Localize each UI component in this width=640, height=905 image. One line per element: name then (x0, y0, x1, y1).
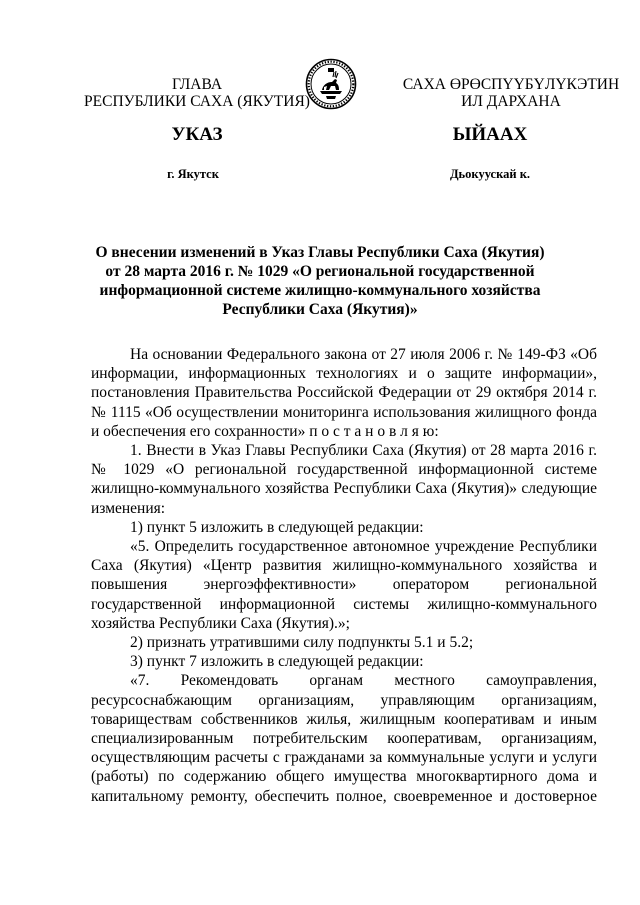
document-type-russian: УКАЗ (171, 124, 223, 145)
issuer-region-line: РЕСПУБЛИКИ САХА (ЯКУТИЯ) (84, 93, 310, 110)
document-body (91, 345, 597, 806)
title-line: от 28 марта 2016 г. № 1029 «О региональной государственной (105, 263, 535, 280)
issuer-title-line-sakha: ИЛ ДАРХАНА (461, 93, 561, 110)
place-of-issue-sakha: Дьокуускай к. (449, 167, 531, 181)
body-paragraph: 2) признать утратившими силу подпункты 5.1 и 5.2; (130, 634, 474, 652)
issuer-block-sakha (388, 76, 634, 110)
issuer-title-line: ГЛАВА (171, 76, 223, 93)
title-line: Республики Саха (Якутия)» (222, 301, 418, 318)
coat-of-arms-icon (305, 58, 357, 110)
issuer-block-russian (62, 76, 332, 110)
body-paragraph: «5. Определить государственное автономное учреждение Республики Саха (Якутия) «Центр развития жилищно-коммунального хозяйства и повышения энергоэффективности» оператором региональной государственной информационной системы жилищно-коммунального хозяйства Республики Саха (Якутия).»; (91, 538, 597, 632)
title-line: информационной системе жилищно-коммунального хозяйства (99, 282, 541, 299)
document-title (90, 243, 550, 319)
body-paragraph: 1) пункт 5 изложить в следующей редакции: (130, 518, 424, 536)
body-paragraph: 1. Внести в Указ Главы Республики Саха (Якутия) от 28 марта 2016 г. № 1029 «О региональной государственной информационной системе жилищно-коммунального хозяйства Республики Саха (Якутия)» следующие изменения: (91, 442, 597, 517)
body-paragraph: «7. Рекомендовать органам местного самоуправления, ресурсоснабжающим организациям, управляющим организациям, товариществам собственников жилья, жилищным кооперативам и иным специализированным потребительским кооперативам, организациям, осуществляющим расчеты с гражданами за коммунальные услуги и услуги (работы) по содержанию общего имущества многоквартирного дома и капитальному ремонту, обеспечить полное, своевременное и достоверное (91, 672, 597, 805)
document-type-sakha: ЫЙААХ (452, 124, 528, 145)
body-paragraph: 3) пункт 7 изложить в следующей редакции: (130, 653, 424, 671)
body-paragraph: На основании Федерального закона от 27 июля 2006 г. № 149-ФЗ «Об информации, информационных технологиях и о защите информации», постановления Правительства Российской Федерации от 29 октября 2014 г. № 1115 «Об осуществлении мониторинга использования жилищного фонда и обеспечения его сохранности» п о с т а н о в л я ю: (91, 346, 597, 440)
place-of-issue-russian: г. Якутск (167, 167, 219, 181)
title-line: О внесении изменений в Указ Главы Республики Саха (Якутия) (95, 244, 545, 261)
issuer-region-line-sakha: САХА ӨРӨСПҮҮБҮЛҮКЭТИН (402, 76, 620, 93)
